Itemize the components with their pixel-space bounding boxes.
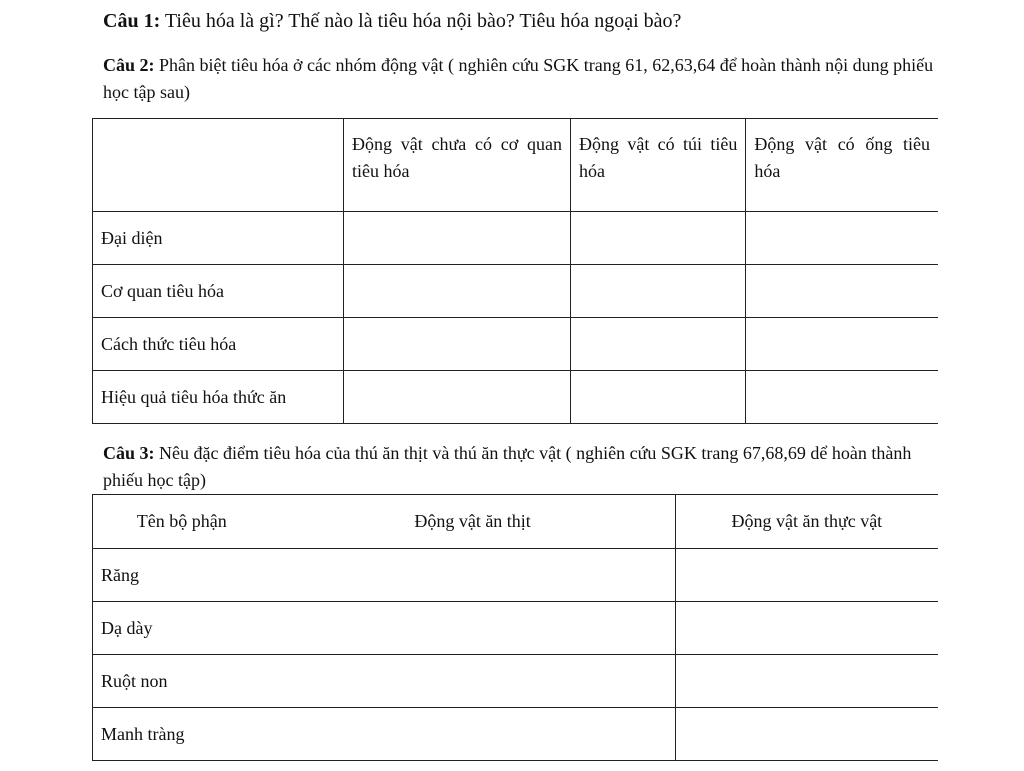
- question-2-label: Câu 2:: [103, 55, 155, 75]
- blank-cell: [675, 708, 938, 761]
- herbivore-carnivore-table: [92, 494, 938, 761]
- blank-cell: [270, 708, 675, 761]
- row-label: Cơ quan tiêu hóa: [93, 265, 344, 318]
- digestion-comparison-table: [92, 118, 938, 424]
- table-header-cell: Tên bộ phận: [93, 495, 271, 549]
- question-1-label: Câu 1:: [103, 10, 161, 32]
- table-row: [93, 212, 939, 265]
- blank-cell: [746, 318, 938, 371]
- blank-cell: [570, 318, 745, 371]
- blank-cell: [746, 371, 938, 424]
- table-row: [93, 708, 939, 761]
- table-row: [93, 265, 939, 318]
- question-1: [103, 7, 681, 35]
- blank-cell: [270, 602, 675, 655]
- question-3-label: Câu 3:: [103, 443, 155, 463]
- table-header-row: [93, 495, 939, 549]
- table-header-cell: Động vật có túi tiêu hóa: [570, 119, 745, 212]
- table-header-cell: Động vật chưa có cơ quan tiêu hóa: [344, 119, 571, 212]
- blank-cell: [570, 265, 745, 318]
- blank-cell: [570, 212, 745, 265]
- blank-cell: [675, 549, 938, 602]
- blank-cell: [675, 602, 938, 655]
- blank-cell: [344, 318, 571, 371]
- question-1-text: Tiêu hóa là gì? Thế nào là tiêu hóa nội bào? Tiêu hóa ngoại bào?: [160, 10, 682, 32]
- table-header-cell: Động vật ăn thịt: [270, 495, 675, 549]
- blank-cell: [344, 265, 571, 318]
- blank-cell: [675, 655, 938, 708]
- table-row: [93, 318, 939, 371]
- blank-cell: [746, 212, 938, 265]
- row-label: Ruột non: [93, 655, 271, 708]
- row-label: Dạ dày: [93, 602, 271, 655]
- table-header-cell: Động vật có ống tiêu hóa: [746, 119, 938, 212]
- table-header-cell: Động vật ăn thực vật: [675, 495, 938, 549]
- row-label: Hiệu quả tiêu hóa thức ăn: [93, 371, 344, 424]
- question-3: [103, 440, 923, 494]
- table-row: [93, 655, 939, 708]
- question-2: [103, 52, 943, 106]
- table-row: [93, 602, 939, 655]
- blank-cell: [344, 212, 571, 265]
- blank-cell: [270, 655, 675, 708]
- row-label: Manh tràng: [93, 708, 271, 761]
- table-row: [93, 549, 939, 602]
- table-header-cell: [93, 119, 344, 212]
- blank-cell: [746, 265, 938, 318]
- row-label: Đại diện: [93, 212, 344, 265]
- table-row: [93, 371, 939, 424]
- blank-cell: [270, 549, 675, 602]
- table-header-row: [93, 119, 939, 212]
- question-2-text: Phân biệt tiêu hóa ở các nhóm động vật ( nghiên cứu SGK trang 61, 62,63,64 để hoàn thành nội dung phiếu học tập sau): [103, 55, 934, 102]
- row-label: Cách thức tiêu hóa: [93, 318, 344, 371]
- blank-cell: [344, 371, 571, 424]
- row-label: Răng: [93, 549, 271, 602]
- blank-cell: [570, 371, 745, 424]
- question-3-text: Nêu đặc điểm tiêu hóa của thú ăn thịt và thú ăn thực vật ( nghiên cứu SGK trang 67,68,69 dể hoàn thành phiếu học tập): [103, 443, 912, 490]
